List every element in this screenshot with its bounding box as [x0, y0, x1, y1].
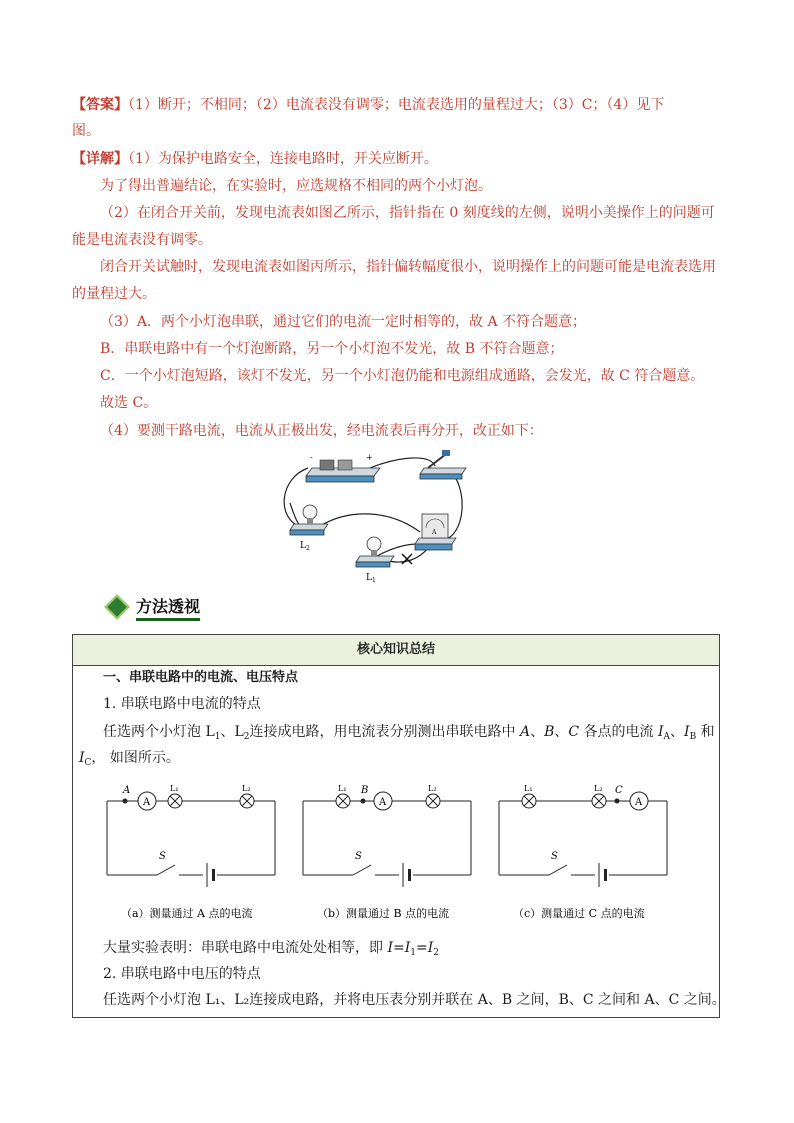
ammeter-1-label: A: [143, 797, 151, 808]
lamp2-label: L: [300, 541, 306, 551]
summary-text-line-3: 任选两个小灯泡 L₁、L₂连接成电路，并将电压表分别并联在 A、B 之间，B、C 之间和 A、C 之间。: [103, 992, 726, 1008]
minus-label: -: [310, 453, 313, 462]
circuit-caption-1: （a）测量通过 A 点的电流: [121, 907, 253, 920]
detail-line-5: 闭合开关试触时，发现电流表如图丙所示，指针偏转幅度很小，说明操作上的问题可能是电流表选用: [100, 259, 716, 275]
circuit-1: [107, 784, 275, 920]
detail-line-10: 故选 C。: [100, 395, 158, 411]
battery-short-3: [604, 869, 607, 881]
detail-line-6: 的量程过大。: [72, 286, 156, 302]
ammeter-3-label: A: [635, 797, 643, 808]
point-dot-2: [361, 799, 366, 804]
battery-short-2: [408, 869, 411, 881]
circuit-caption-2: （b）测量通过 B 点的电流: [317, 907, 450, 920]
lamp-l1-label-3: L₁: [524, 784, 533, 793]
svg-text:L1: [366, 573, 376, 584]
point-dot-1: [123, 799, 128, 804]
summary-box: [72, 634, 726, 1018]
detail-line-1: [72, 146, 722, 172]
detail-line-11: （4）要测干路电流，电流从正极出发，经电流表后再分开，改正如下：: [100, 423, 543, 439]
detail-line-8: B．串联电路中有一个灯泡断路，另一个小灯泡不发光，故 B 不符合题意；: [100, 341, 564, 357]
point-label-2: B: [361, 785, 369, 796]
circuit-caption-3: （c）测量通过 C 点的电流: [513, 907, 645, 920]
switch-label-2: S: [355, 851, 362, 862]
answer-tag: 【答案】: [72, 97, 128, 113]
circuit-2: [303, 784, 471, 920]
method-header: [108, 594, 200, 620]
switch-label-3: S: [551, 851, 558, 862]
corrected-circuit-figure: [270, 448, 470, 588]
lamp-l2: [290, 505, 328, 552]
series-circuits-figure: [97, 781, 697, 927]
lamp-l1: [356, 537, 394, 584]
answer-line-1: [72, 92, 722, 118]
answer-text-1: （1）断开；不相同；（2）电流表没有调零；电流表选用的量程过大；（3）C；（4）见下: [128, 97, 665, 113]
ammeter: [415, 514, 456, 550]
subsection-1: 1. 串联电路中电流的特点: [103, 696, 261, 712]
ammeter-2-label: A: [379, 797, 387, 808]
svg-text:L2: [300, 541, 310, 552]
lamp-l1-label-2: L₁: [338, 784, 347, 793]
answer-line-2: 图。: [72, 123, 100, 139]
point-dot-3: [615, 799, 620, 804]
conclusion-line: 大量实验表明：串联电路中电流处处相等，即 $I=I_1=I_2$: [103, 940, 439, 958]
detail-tag: 【详解】: [72, 151, 128, 167]
detail-line-4: 能是电流表没有调零。: [72, 232, 212, 248]
lamp1-sub: 1: [371, 577, 376, 584]
circuit-3: [499, 784, 667, 920]
switch-1: [157, 865, 175, 875]
diamond-icon: [104, 594, 129, 619]
switch-3: [549, 865, 567, 875]
lamp1-label: L: [366, 573, 372, 583]
detail-line-2: 为了得出普遍结论，在实验时，应选规格不相同的两个小灯泡。: [100, 178, 492, 194]
point-label-3: C: [615, 785, 623, 796]
lamp-l2-label-2: L₂: [428, 784, 437, 793]
point-label-1: A: [123, 785, 131, 796]
switch-label-1: S: [159, 851, 166, 862]
summary-text-line-1: 任选两个小灯泡 $L_1$、$L_2$连接成电路，用电流表分别测出串联电路中 A、B、C 各点的电流 $I_A$、$I_B$ 和: [103, 724, 715, 742]
plus-label: +: [366, 453, 373, 462]
detail-text-1: （1）为保护电路安全，连接电路时，开关应断开。: [128, 151, 438, 167]
lamp2-sub: 2: [305, 545, 310, 552]
lamp-l2-label-1: L₂: [242, 784, 251, 793]
ammeter-label: A: [432, 529, 437, 536]
method-title: 方法透视: [136, 594, 200, 621]
battery-holder: [306, 453, 380, 482]
summary-header: 核心知识总结: [73, 635, 719, 666]
detail-line-9: C．一个小灯泡短路，该灯不发光，另一个小灯泡仍能和电源组成通路，会发光，故 C 符合题意。: [100, 368, 705, 384]
subsection-2: 2. 串联电路中电压的特点: [103, 966, 261, 982]
lamp-l1-label-1: L₁: [170, 784, 179, 793]
battery-short-1: [212, 869, 215, 881]
summary-text-line-2: $I_C$， 如图所示。: [79, 750, 180, 768]
switch-2: [353, 865, 371, 875]
section-title: 一、串联电路中的电流、电压特点: [103, 670, 299, 685]
detail-line-3: （2）在闭合开关前，发现电流表如图乙所示，指针指在 0 刻度线的左侧，说明小美操作上的问题可: [100, 205, 715, 221]
cross-mark: [402, 554, 412, 564]
knife-switch: [420, 450, 466, 479]
lamp-l2-label-3: L₂: [594, 784, 603, 793]
detail-line-7: （3）A．两个小灯泡串联，通过它们的电流一定时相等的，故 A 不符合题意；: [100, 314, 587, 330]
